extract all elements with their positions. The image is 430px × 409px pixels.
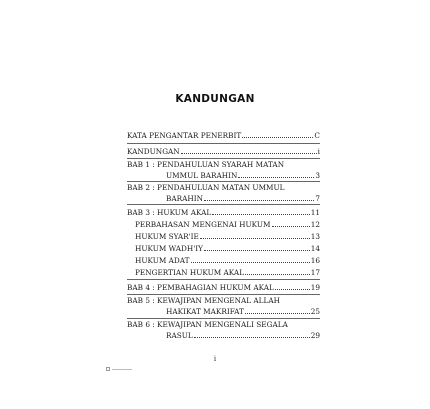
- dot-leader: [245, 312, 310, 314]
- toc-entry-text: HUKUM ADAT: [135, 256, 190, 265]
- toc-page-number: 11: [310, 208, 320, 217]
- dot-leader: [272, 225, 310, 227]
- page-number: i: [213, 355, 217, 363]
- divider-rule: [127, 204, 320, 205]
- dot-leader: [238, 176, 314, 178]
- toc-entry-kandungan: [127, 145, 320, 156]
- toc-page-number: 13: [310, 232, 320, 241]
- dot-leader: [200, 237, 310, 239]
- toc-entry-text: KATA PENGANTAR PENERBIT: [127, 131, 242, 140]
- toc-entry-bab1: [166, 169, 320, 180]
- toc-entry-text: HUKUM SYAR'IE: [135, 232, 199, 241]
- toc-entry-text: RASUL: [166, 331, 193, 340]
- toc-entry-text: BAB 3 : HUKUM AKAL: [127, 208, 212, 217]
- toc-page-number: 25: [310, 307, 320, 316]
- toc-entry-bab3: [127, 206, 320, 217]
- toc-entry-bab2: [166, 192, 320, 203]
- toc-subentry: [135, 218, 320, 229]
- square-mark-icon: [106, 367, 110, 371]
- dot-leader: [204, 249, 310, 251]
- toc-entry-bab4: [127, 281, 320, 292]
- toc-entry-bab2-line1: BAB 2 : PENDAHULUAN MATAN UMMUL: [127, 183, 285, 192]
- toc-entry-bab1-line1: BAB 1 : PENDAHULUAN SYARAH MATAN: [127, 160, 285, 169]
- toc-page-number: 16: [310, 256, 320, 265]
- dot-leader: [204, 199, 314, 201]
- toc-entry-bab5: [166, 305, 320, 316]
- toc-entry-kata-pengantar: [127, 129, 320, 140]
- divider-rule: [127, 181, 320, 182]
- toc-subentry: [135, 242, 320, 253]
- dot-leader: [242, 136, 313, 138]
- toc-entry-bab6: [166, 329, 320, 340]
- dot-leader: [191, 261, 310, 263]
- divider-rule: [127, 279, 320, 280]
- dot-leader: [245, 273, 310, 275]
- toc-page-number: C: [314, 131, 320, 140]
- toc-entry-text: HAKIKAT MAKRIFAT: [166, 307, 244, 316]
- toc-page-number: 12: [310, 220, 320, 229]
- toc-page-number: 3: [315, 171, 320, 180]
- toc-page-number: 19: [310, 283, 320, 292]
- toc-entry-text: BARAHIN: [166, 194, 204, 203]
- toc-entry-text: BAB 4 : PEMBAHAGIAN HUKUM AKAL: [127, 283, 274, 292]
- toc-entry-bab6-line1: BAB 6 : KEWAJIPAN MENGENALI SEGALA: [127, 320, 288, 329]
- divider-rule: [127, 318, 320, 319]
- toc-entry-text: HUKUM WADH'IY: [135, 244, 203, 253]
- divider-rule: [127, 143, 320, 144]
- page-title: KANDUNGAN: [175, 93, 255, 105]
- toc-page-number: 17: [310, 268, 320, 277]
- toc-page-number: i: [317, 147, 320, 156]
- toc-page-number: 14: [310, 244, 320, 253]
- toc-page-number: 29: [310, 331, 320, 340]
- mark-line: [112, 369, 132, 370]
- toc-entry-text: PENGERTIAN HUKUM AKAL: [135, 268, 245, 277]
- toc-subentry: [135, 266, 320, 277]
- toc-entry-text: PERBAHASAN MENGENAI HUKUM: [135, 220, 271, 229]
- toc-entry-text: KANDUNGAN: [127, 147, 180, 156]
- toc-entry-bab5-line1: BAB 5 : KEWAJIPAN MENGENAL ALLAH: [127, 296, 281, 305]
- toc-page-number: 7: [315, 194, 320, 203]
- toc-subentry: [135, 254, 320, 265]
- dot-leader: [212, 213, 309, 215]
- dot-leader: [194, 336, 310, 338]
- toc-subentry: [135, 230, 320, 241]
- toc-entry-text: UMMUL BARAHIN: [166, 171, 238, 180]
- dot-leader: [181, 152, 317, 154]
- dot-leader: [275, 288, 310, 290]
- divider-rule: [127, 294, 320, 295]
- scan-mark: [106, 367, 132, 371]
- divider-rule: [127, 158, 320, 159]
